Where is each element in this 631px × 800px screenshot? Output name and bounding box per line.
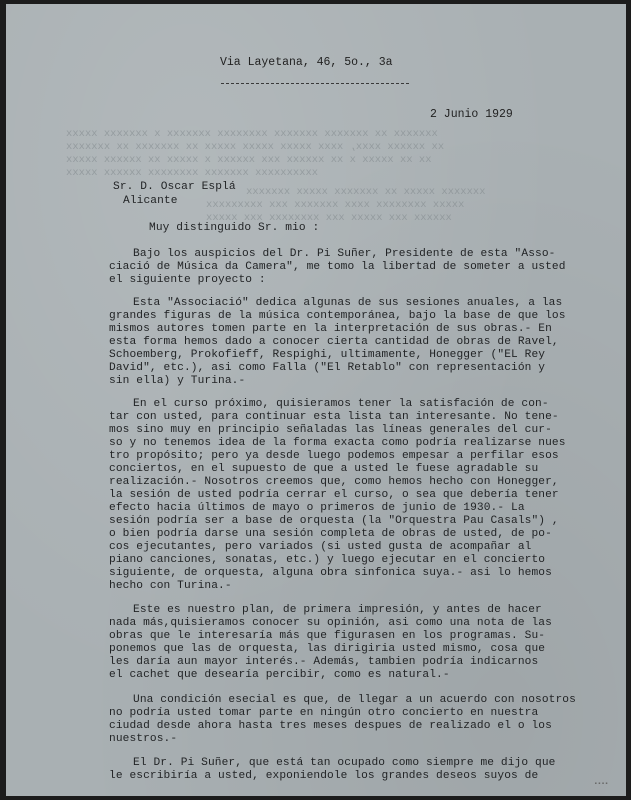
- body-line: El Dr. Pi Suñer, que está tan ocupado como siempre me dijo que: [133, 757, 556, 769]
- body-line: les daría aun mayor interés.- Además, tambien podría indicarnos: [109, 656, 539, 668]
- body-line: el cachet que desearía percibir, como es natural.-: [109, 669, 450, 681]
- body-line: la sesión de usted podría cerrar el curso, o sea que debería tener: [109, 489, 559, 501]
- body-line: Schoemberg, Prokofieff, Respighi, ultimamente, Honegger ("EL Rey: [109, 349, 546, 361]
- archive-stamp: ▪▪▪▪: [594, 780, 609, 787]
- body-line: mos sino muy en principio señaladas las líneas generales del cur-: [109, 424, 552, 436]
- body-line: nuestros.-: [109, 733, 178, 745]
- bleed-through-line: xxxxxx xxx xxxxx xxx xxxxxxxx xxx xxxxx: [206, 212, 452, 224]
- body-line: Esta "Associació" dedica algunas de sus sesiones anuales, a las: [133, 297, 563, 309]
- body-line: efecto hacia últimos de mayo o primeros de junio de 1930.- La: [109, 502, 525, 514]
- bleed-through-line: xx xx xxxxx x xx xxxxxx xxx xxxxxx x xxxxx xx xxxxxx xxxxx: [66, 154, 432, 166]
- body-line: grandes figuras de la música contemporánea, bajo la base de que los: [109, 310, 566, 322]
- letter-page: [6, 4, 626, 796]
- body-line: sin ella) y Turina.-: [109, 375, 246, 387]
- bleed-through-line: xxxxxxx xxxxx xx xxxxxxx xxxxx xxxxxxx: [246, 186, 486, 198]
- body-line: obras que le interesaría más que figurasen en los programas. Su-: [109, 630, 546, 642]
- body-line: siguiente, de orquesta, alguna obra sinfonica suya.- asi lo hemos: [109, 567, 552, 579]
- body-line: tro propósito; pero ya desde luego podemos empesar a perfilar esos: [109, 450, 559, 462]
- bleed-through-line: xxxxxxx xx xxxxxxx xxxxxxx xxxxxxxx xxxxxxx x xxxxxxx xxxxx: [66, 128, 438, 140]
- body-line: ciudad desde ahora hasta tres meses despues de realizado el o los: [109, 720, 552, 732]
- body-line: hecho con Turina.-: [109, 580, 232, 592]
- body-line: esta forma hemos dado a conocer cierta cantidad de obras de Ravel,: [109, 336, 559, 348]
- salutation: Muy distinguido Sr. mio :: [149, 222, 320, 234]
- body-line: mismos autores tomen parte en la interpretación de sus obras.- En: [109, 323, 552, 335]
- body-line: conciertos, en el supuesto de que a usted le fuese agradable su: [109, 463, 539, 475]
- body-line: cos ejecutantes, pero variados (si usted gusta de acompañar al: [109, 541, 532, 553]
- body-line: Este es nuestro plan, de primera impresión, y antes de hacer: [133, 604, 542, 616]
- bleed-through-line: xx xxxxxx xxxx, xxxx xxxxx xxxxx xxxxx xx xxxxxxx xx xxxxxxx: [66, 141, 445, 153]
- body-line: Una condición esecial es que, de llegar a un acuerdo con nosotros: [133, 694, 576, 706]
- letterhead-address: Via Layetana, 46, 5o., 3a: [220, 56, 393, 69]
- body-line: ponemos que las de orquesta, las dirigiria usted mismo, cosa que: [109, 643, 546, 655]
- bleed-through-line: xxxxx xxxxxxxx xxxx xxxxxxx xxx xxxxxxxxx: [206, 199, 465, 211]
- body-line: ciació de Música da Camera", me tomo la libertad de someter a usted: [109, 261, 566, 273]
- address-underline: [221, 83, 409, 84]
- recipient-city: Alicante: [123, 195, 178, 207]
- body-line: David", etc.), asi como Falla ("El Retablo" con representación y: [109, 362, 546, 374]
- body-line: el siguiente proyecto :: [109, 274, 266, 286]
- body-line: le escribiría a usted, exponiendole los grandes deseos suyos de: [109, 770, 539, 782]
- body-line: so y no tenemos idea de la forma exacta como podría realizarse nues: [109, 437, 566, 449]
- body-line: piano canciones, sonatas, etc.) y luego ejecutar en el concierto: [109, 554, 546, 566]
- letter-date: 2 Junio 1929: [430, 108, 513, 121]
- body-line: realización.- Nosotros creemos que, como hemos hecho con Honegger,: [109, 476, 559, 488]
- bleed-through-line: xxxxxxxxxx xxxxxxx xxxxxxxx xxxxxx xxxxx: [66, 167, 319, 179]
- body-line: tar con usted, para continuar esta lista tan interesante. No tene-: [109, 411, 559, 423]
- body-line: sesión podría ser a base de orquesta (la "Orquestra Pau Casals") ,: [109, 515, 559, 527]
- recipient-name: Sr. D. Oscar Esplá: [113, 181, 236, 193]
- body-line: Bajo los auspicios del Dr. Pi Suñer, Presidente de esta "Asso-: [133, 248, 556, 260]
- body-line: nada más,quisieramos conocer su opinión, asi como una nota de las: [109, 617, 552, 629]
- body-line: no podría usted tomar parte en ningún otro concierto en nuestra: [109, 707, 539, 719]
- body-line: En el curso próximo, quisieramos tener la satisfación de con-: [133, 398, 549, 410]
- body-line: o bien podría darse una sesión completa de obras de usted, de po-: [109, 528, 552, 540]
